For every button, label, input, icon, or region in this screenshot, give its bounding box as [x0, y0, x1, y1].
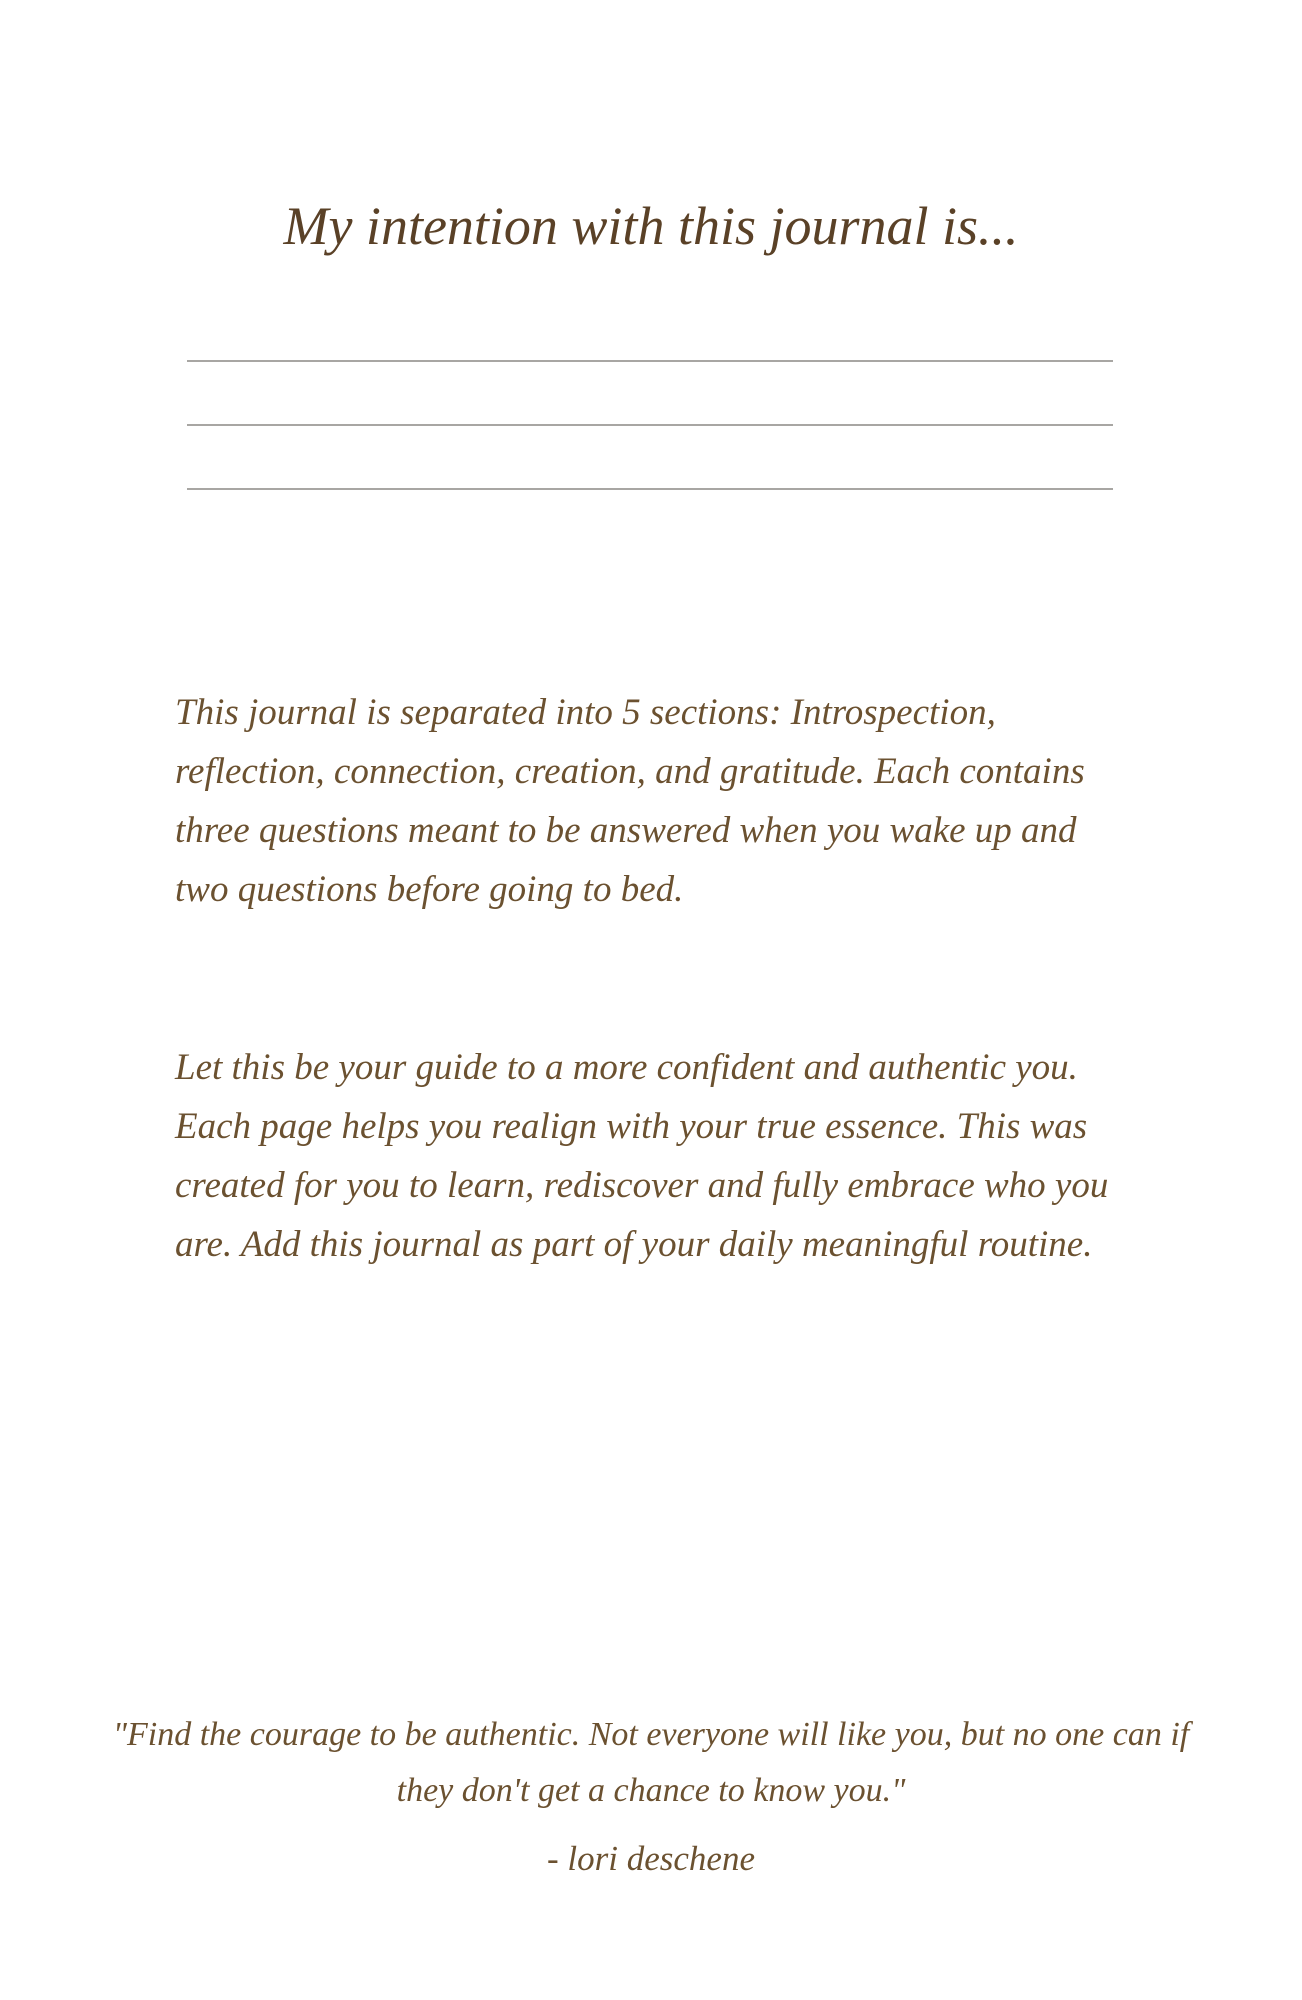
- intro-paragraph-sections: This journal is separated into 5 sections: Introspection, reflection, connection, creation, and gratitude. Each contains three questions meant to be answered when you wake up and two questions before going to bed.: [175, 692, 1085, 910]
- writing-line[interactable]: [187, 488, 1113, 490]
- quote-text: "Find the courage to be authentic. Not everyone will like you, but no one can if they don't get a chance to know you.": [112, 1716, 1190, 1809]
- page-title: My intention with this journal is...: [283, 196, 1019, 256]
- writing-line[interactable]: [187, 424, 1113, 426]
- quote-author: - lori deschene: [547, 1839, 755, 1878]
- writing-line[interactable]: [187, 360, 1113, 362]
- intro-paragraph-guide: Let this be your guide to a more confident and authentic you. Each page helps you realign with your true essence. This was created for you to learn, rediscover and fully embrace who you are. Add this journal as part of your daily meaningful routine.: [175, 1047, 1109, 1265]
